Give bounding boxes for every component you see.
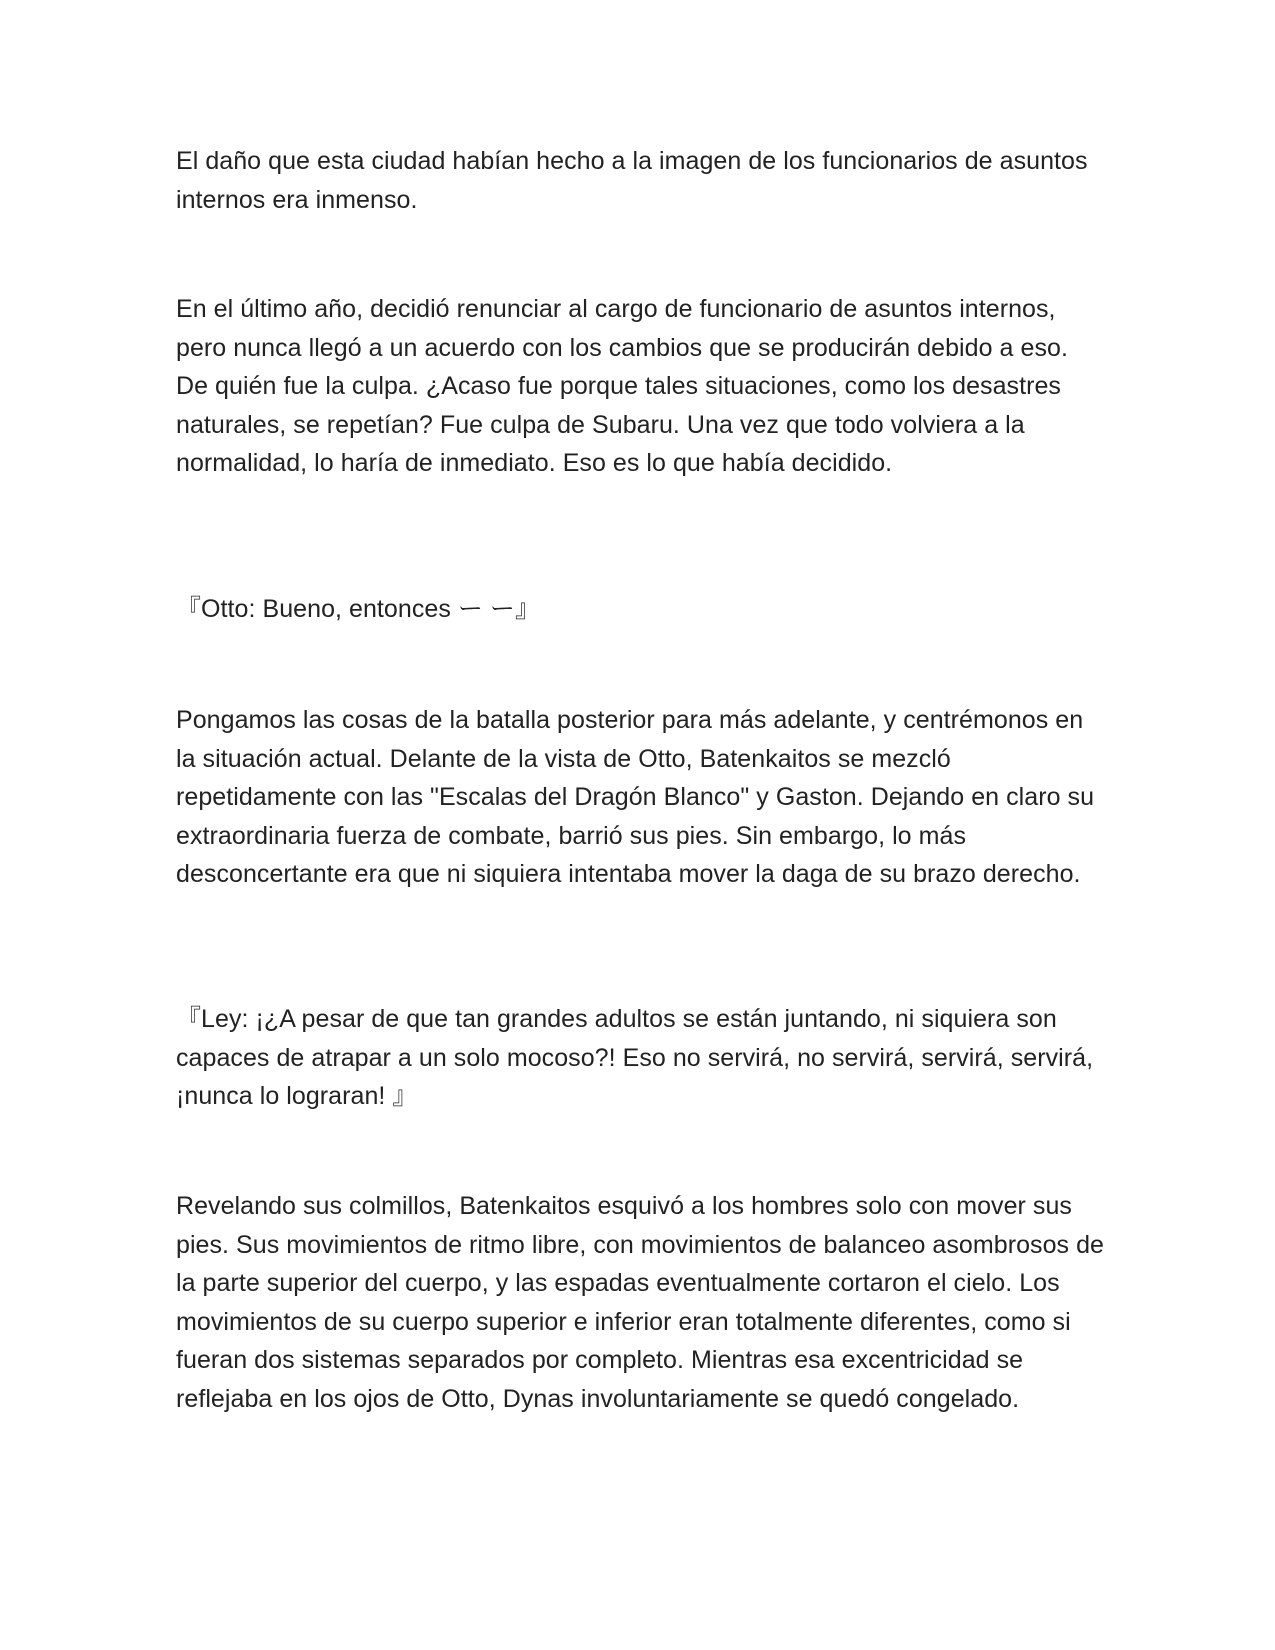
- paragraph-1: El daño que esta ciudad habían hecho a la imagen de los funcionarios de asuntos internos era inmenso.: [176, 147, 1088, 214]
- paragraph-2: En el último año, decidió renunciar al cargo de funcionario de asuntos internos, pero nunca llegó a un acuerdo con los cambios que se producirán debido a eso. De quién fue la culpa. ¿Acaso fue porque tales situaciones, como los desastres naturales, se repetían? Fue culpa de Subaru. Una vez que todo volviera a la normalidad, lo haría de inmediato. Eso es lo que había decidido.: [176, 295, 1068, 477]
- paragraph-6: Revelando sus colmillos, Batenkaitos esquivó a los hombres solo con mover sus pies. Sus movimientos de ritmo libre, con movimientos de balanceo asombrosos de la parte superior del cuerpo, y las espadas eventualmente cortaron el cielo. Los movimientos de su cuerpo superior e inferior eran totalmente diferentes, como si fueran dos sistemas separados por completo. Mientras esa excentricidad se reflejaba en los ojos de Otto, Dynas involuntariamente se quedó congelado.: [176, 1192, 1104, 1413]
- dialogue-otto: 『Otto: Bueno, entonces ー ー』: [176, 595, 541, 623]
- dialogue-ley: 『Ley: ¡¿A pesar de que tan grandes adultos se están juntando, ni siquiera son capaces de atrapar a un solo mocoso?! Eso no servirá, no servirá, servirá, servirá, ¡nunca lo lograran! 』: [176, 1005, 1094, 1110]
- paragraph-4: Pongamos las cosas de la batalla posterior para más adelante, y centrémonos en la situación actual. Delante de la vista de Otto, Batenkaitos se mezcló repetidamente con las "Escalas del Dragón Blanco" y Gaston. Dejando en claro su extraordinaria fuerza de combate, barrió sus pies. Sin embargo, lo más desconcertante era que ni siquiera intentaba mover la daga de su brazo derecho.: [176, 706, 1095, 888]
